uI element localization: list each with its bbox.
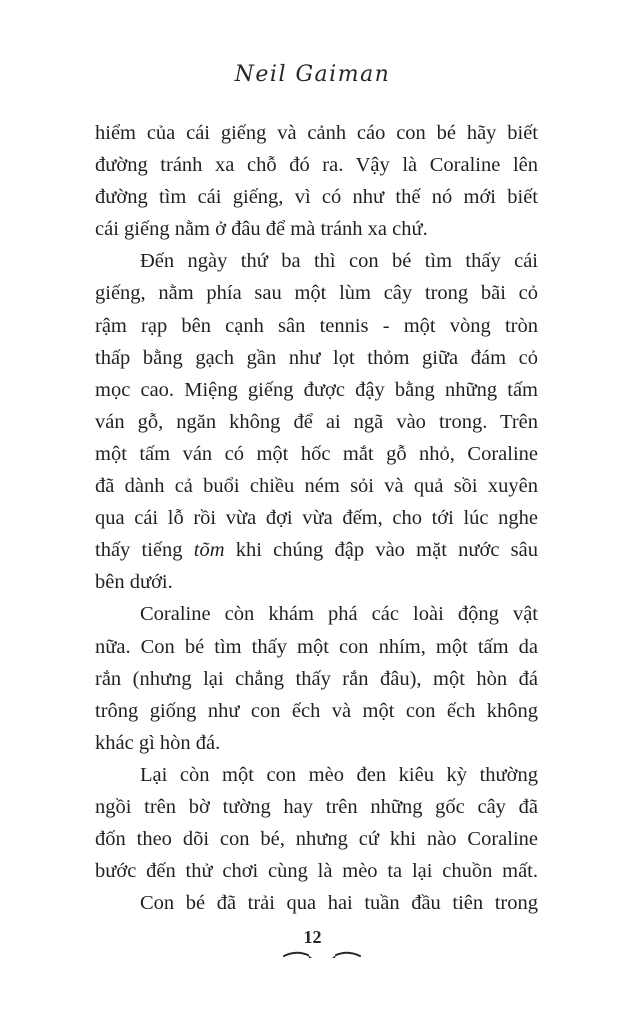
text-line: một tấm ván có một hốc mắt gỗ nhỏ, Coraline (95, 442, 538, 465)
text-line: hiểm của cái giếng và cảnh cáo con bé hãy biết (95, 122, 538, 144)
running-header-author: Neil Gaiman (234, 62, 391, 87)
text-line: khác gì hòn đá. (95, 731, 221, 754)
text-line: đường tránh xa chỗ đó ra. Vậy là Coraline lên (95, 154, 538, 177)
text-line: đã dành cả buổi chiều ném sỏi và quả sồi xuyên (95, 475, 538, 498)
text-line: bước đến thử chơi cùng là mèo ta lại chuồn mất. (95, 860, 538, 883)
text-line: Coraline còn khám phá các loài động vật (140, 603, 538, 626)
text-line: trông giống như con ếch và một con ếch không (95, 699, 538, 722)
text-segment: khi chúng đập vào mặt nước sâu (224, 539, 538, 562)
text-line: nữa. Con bé tìm thấy một con nhím, một tấm da (95, 635, 538, 658)
text-line: thấp bằng gạch gần như lọt thỏm giữa đám cỏ (95, 346, 538, 369)
text-line: rậm rạp bên cạnh sân tennis - một vòng tròn (95, 314, 538, 337)
page-number: 12 (303, 927, 322, 947)
text-line: đốn theo dõi con bé, nhưng cứ khi nào Coraline (95, 828, 538, 851)
body-text (95, 117, 538, 919)
emphasized-word: tõm (193, 539, 225, 562)
text-line: đường tìm cái giếng, vì có như thế nó mới biết (95, 186, 538, 209)
text-line: bên dưới. (95, 571, 173, 594)
text-line: ngồi trên bờ tường hay trên những gốc cây đã (95, 795, 538, 818)
text-line: Lại còn một con mèo đen kiêu kỳ thường (140, 763, 538, 786)
text-line: rắn (nhưng lại chẳng thấy rắn đâu), một hòn đá (95, 667, 538, 690)
text-line-with-emphasis (95, 534, 538, 566)
text-line: giếng, nằm phía sau một lùm cây trong bãi cỏ (95, 282, 538, 305)
footer-ornament-icon (282, 946, 362, 960)
text-line: ván gỗ, ngăn không để ai ngã vào trong. Trên (95, 410, 538, 433)
text-line: Đến ngày thứ ba thì con bé tìm thấy cái (140, 250, 538, 273)
text-line: mọc cao. Miệng giếng được đậy bằng những tấm (95, 378, 538, 401)
text-line: Con bé đã trải qua hai tuần đầu tiên trong (140, 892, 538, 915)
page-footer (0, 924, 625, 964)
text-line: cái giếng nằm ở đâu để mà tránh xa chứ. (95, 218, 428, 241)
text-line: qua cái lỗ rồi vừa đợi vừa đếm, cho tới lúc nghe (95, 507, 538, 530)
text-segment: thấy tiếng (95, 539, 194, 562)
